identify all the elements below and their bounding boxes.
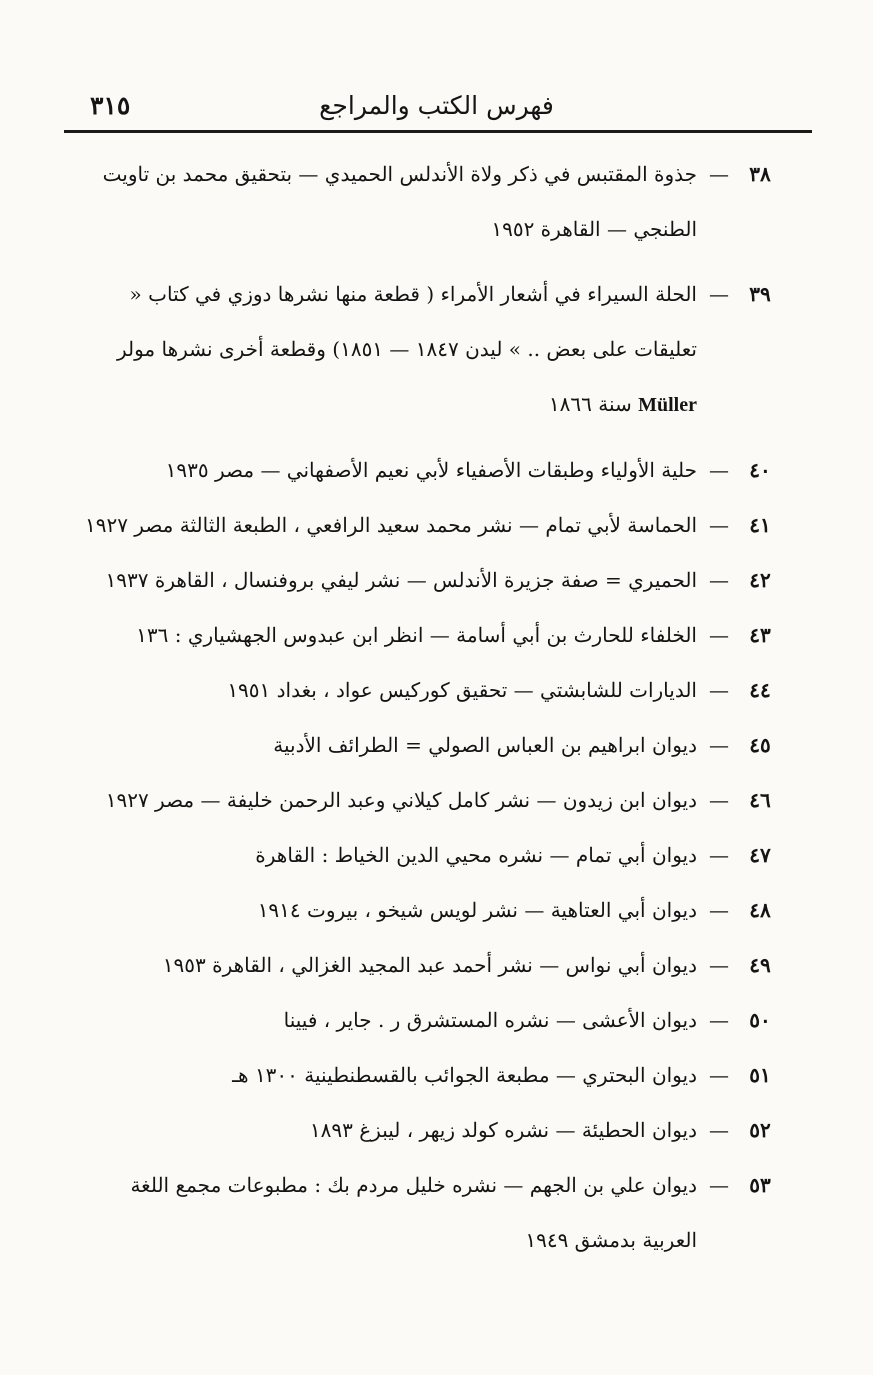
list-item [73, 837, 779, 873]
list-item [73, 1057, 779, 1093]
list-item [73, 156, 779, 257]
entry-latin-name: Müller [638, 394, 697, 416]
entry-number: ٤٢ [749, 568, 771, 592]
list-item [73, 507, 779, 543]
list-item [73, 1112, 779, 1148]
entry-dash: — [709, 953, 729, 977]
entry-number: ٤٠ [749, 458, 771, 482]
entry-number: ٥١ [749, 1063, 771, 1087]
list-item [73, 1167, 779, 1268]
page-title: فهرس الكتب والمراجع [319, 91, 554, 120]
entry-dash: — [709, 513, 729, 537]
entry-text: الحميري = صفة جزيرة الأندلس — نشر ليفي بروفنسال ، القاهرة ١٩٣٧ [105, 568, 697, 592]
entry-text: ديوان الأعشى — نشره المستشرق ر . جاير ، فيينا [283, 1008, 697, 1032]
bibliography-list [73, 156, 779, 1287]
entry-text: الحلة السيراء في أشعار الأمراء ( قطعة منها نشرها دوزي في كتاب « تعليقات على بعض .. » ليدن ١٨٤٧ — ١٨٥١) وقطعة أخرى نشرها مولر [116, 282, 697, 361]
entry-dash: — [709, 678, 729, 702]
entry-text: الحماسة لأبي تمام — نشر محمد سعيد الرافعي ، الطبعة الثالثة مصر ١٩٢٧ [84, 513, 697, 537]
entry-text-tail: سنة ١٨٦٦ [548, 392, 639, 416]
entry-text: ديوان علي بن الجهم — نشره خليل مردم بك : مطبوعات مجمع اللغة العربية بدمشق ١٩٤٩ [130, 1173, 697, 1252]
entry-number: ٤٧ [749, 843, 771, 867]
entry-number: ٤٤ [749, 678, 771, 702]
list-item [73, 1002, 779, 1038]
entry-dash: — [709, 162, 729, 186]
entry-number: ٤٣ [749, 623, 771, 647]
list-item [73, 452, 779, 488]
entry-dash: — [709, 843, 729, 867]
entry-dash: — [709, 898, 729, 922]
entry-text: ديوان أبي نواس — نشر أحمد عبد المجيد الغزالي ، القاهرة ١٩٥٣ [162, 953, 697, 977]
list-item [73, 727, 779, 763]
entry-dash: — [709, 282, 729, 306]
list-item [73, 782, 779, 818]
list-item [73, 672, 779, 708]
entry-dash: — [709, 1173, 729, 1197]
entry-text: ديوان ابن زيدون — نشر كامل كيلاني وعبد الرحمن خليفة — مصر ١٩٢٧ [105, 788, 697, 812]
entry-dash: — [709, 568, 729, 592]
entry-number: ٤١ [749, 513, 771, 537]
running-head [66, 84, 807, 128]
entry-text-block [73, 267, 697, 433]
entry-text: ديوان الحطيئة — نشره كولد زيهر ، ليبزغ ١٨٩٣ [309, 1118, 697, 1142]
entry-number: ٤٩ [749, 953, 771, 977]
entry-number: ٥٠ [749, 1008, 771, 1032]
list-item [73, 947, 779, 983]
entry-number: ٣٨ [749, 162, 771, 186]
entry-dash: — [709, 623, 729, 647]
entry-dash: — [709, 458, 729, 482]
entry-number: ٣٩ [749, 282, 771, 306]
entry-number: ٥٢ [749, 1118, 771, 1142]
list-item [73, 892, 779, 928]
entry-text: ديوان البحتري — مطبعة الجوائب بالقسطنطينية ١٣٠٠ هـ [232, 1063, 697, 1087]
entry-text: ديوان أبي العتاهية — نشر لويس شيخو ، بيروت ١٩١٤ [257, 898, 697, 922]
entry-dash: — [709, 733, 729, 757]
entry-text: الخلفاء للحارث بن أبي أسامة — انظر ابن عبدوس الجهشياري : ١٣٦ [136, 623, 697, 647]
entry-text: جذوة المقتبس في ذكر ولاة الأندلس الحميدي — بتحقيق محمد بن تاويت الطنجي — القاهرة ١٩٥٢ [102, 162, 697, 241]
entry-number: ٥٣ [749, 1173, 771, 1197]
entry-dash: — [709, 1008, 729, 1032]
list-item [73, 617, 779, 653]
entry-dash: — [709, 1118, 729, 1142]
header-rule [64, 130, 812, 133]
list-item [73, 562, 779, 598]
entry-dash: — [709, 1063, 729, 1087]
entry-number: ٤٨ [749, 898, 771, 922]
entry-text: ديوان ابراهيم بن العباس الصولي = الطرائف الأدبية [273, 733, 697, 757]
list-item [73, 276, 779, 433]
entry-dash: — [709, 788, 729, 812]
entry-number: ٤٦ [749, 788, 771, 812]
entry-text: ديوان أبي تمام — نشره محيي الدين الخياط : القاهرة [255, 843, 697, 867]
entry-text: الديارات للشابشتي — تحقيق كوركيس عواد ، بغداد ١٩٥١ [227, 678, 697, 702]
entry-text: حلية الأولياء وطبقات الأصفياء لأبي نعيم الأصفهاني — مصر ١٩٣٥ [165, 458, 697, 482]
entry-number: ٤٥ [749, 733, 771, 757]
page-number: ٣١٥ [90, 91, 131, 120]
